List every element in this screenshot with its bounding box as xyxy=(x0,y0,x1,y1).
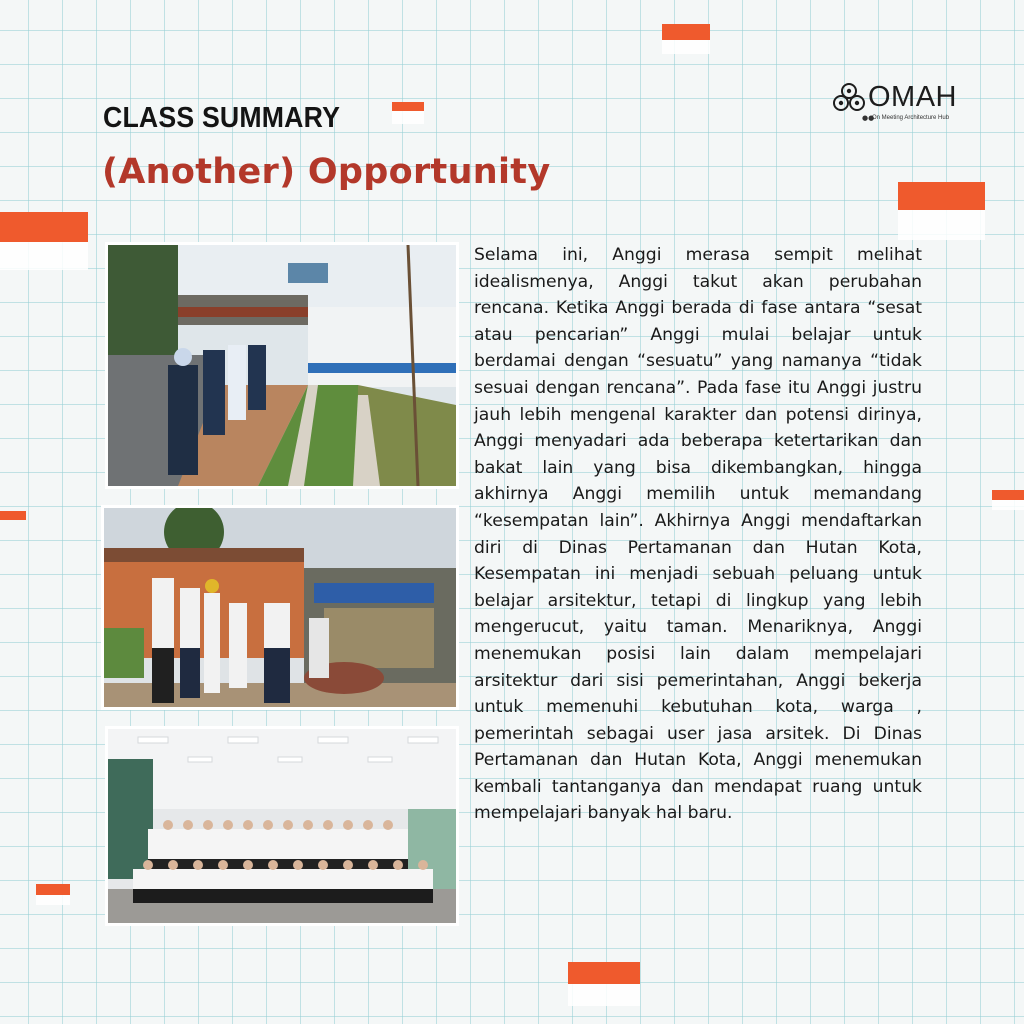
section-label: CLASS SUMMARY xyxy=(103,102,341,134)
tape-left-middle xyxy=(0,511,26,520)
students-walking-roadside-garden-photo xyxy=(105,242,459,489)
triple-circle-logo-icon xyxy=(832,82,866,112)
tape-near-header xyxy=(392,102,424,124)
page-title: (Another) Opportunity xyxy=(102,152,551,192)
tape-left-lower xyxy=(36,884,70,905)
tape-bottom-center xyxy=(568,962,640,1006)
group-photo-indoor-hall xyxy=(105,726,459,926)
tape-right-middle xyxy=(992,490,1024,510)
logo-wordmark: OMAH xyxy=(868,81,957,113)
people-icon: ●● xyxy=(862,114,875,122)
tape-right-upper xyxy=(898,182,985,240)
tape-left-upper xyxy=(0,212,88,270)
logo-tagline: On Meeting Architecture Hub xyxy=(872,115,950,121)
omah-logo xyxy=(832,82,967,127)
tape-top-center xyxy=(662,24,710,54)
group-at-village-shop-photo xyxy=(101,505,459,710)
article-body: Selama ini, Anggi merasa sempit melihat idealismenya, Anggi takut akan perubahan rencana. Ketika Anggi berada di fase antara “sesat atau pencarian” Anggi mulai belajar untuk berdamai dengan “sesuatu” yang namanya “tidak sesuai dengan rencana”. Pada fase itu Anggi justru jauh lebih mengenal karakter dan potensi dirinya, Anggi menyadari ada beberapa ketertarikan dan bakat lain yang bisa dikembangkan, hingga akhirnya Anggi memilih untuk memandang “kesempatan lain”. Akhirnya Anggi mendaftarkan diri di Dinas Pertamanan dan Hutan Kota, Kesempatan ini menjadi sebuah peluang untuk belajar arsitektur, tetapi di lingkup yang lebih mengerucut, yaitu taman. Menariknya, Anggi menemukan posisi lain dalam mempelajari arsitektur dari sisi pemerintahan, Anggi bekerja untuk memenuhi kebutuhan kota, warga , pemerintah sebagai user jasa arsitek. Di Dinas Pertamanan dan Hutan Kota, Anggi menemukan kembali tantanganya dan mendapat ruang untuk mempelajari banyak hal baru. xyxy=(474,245,922,824)
